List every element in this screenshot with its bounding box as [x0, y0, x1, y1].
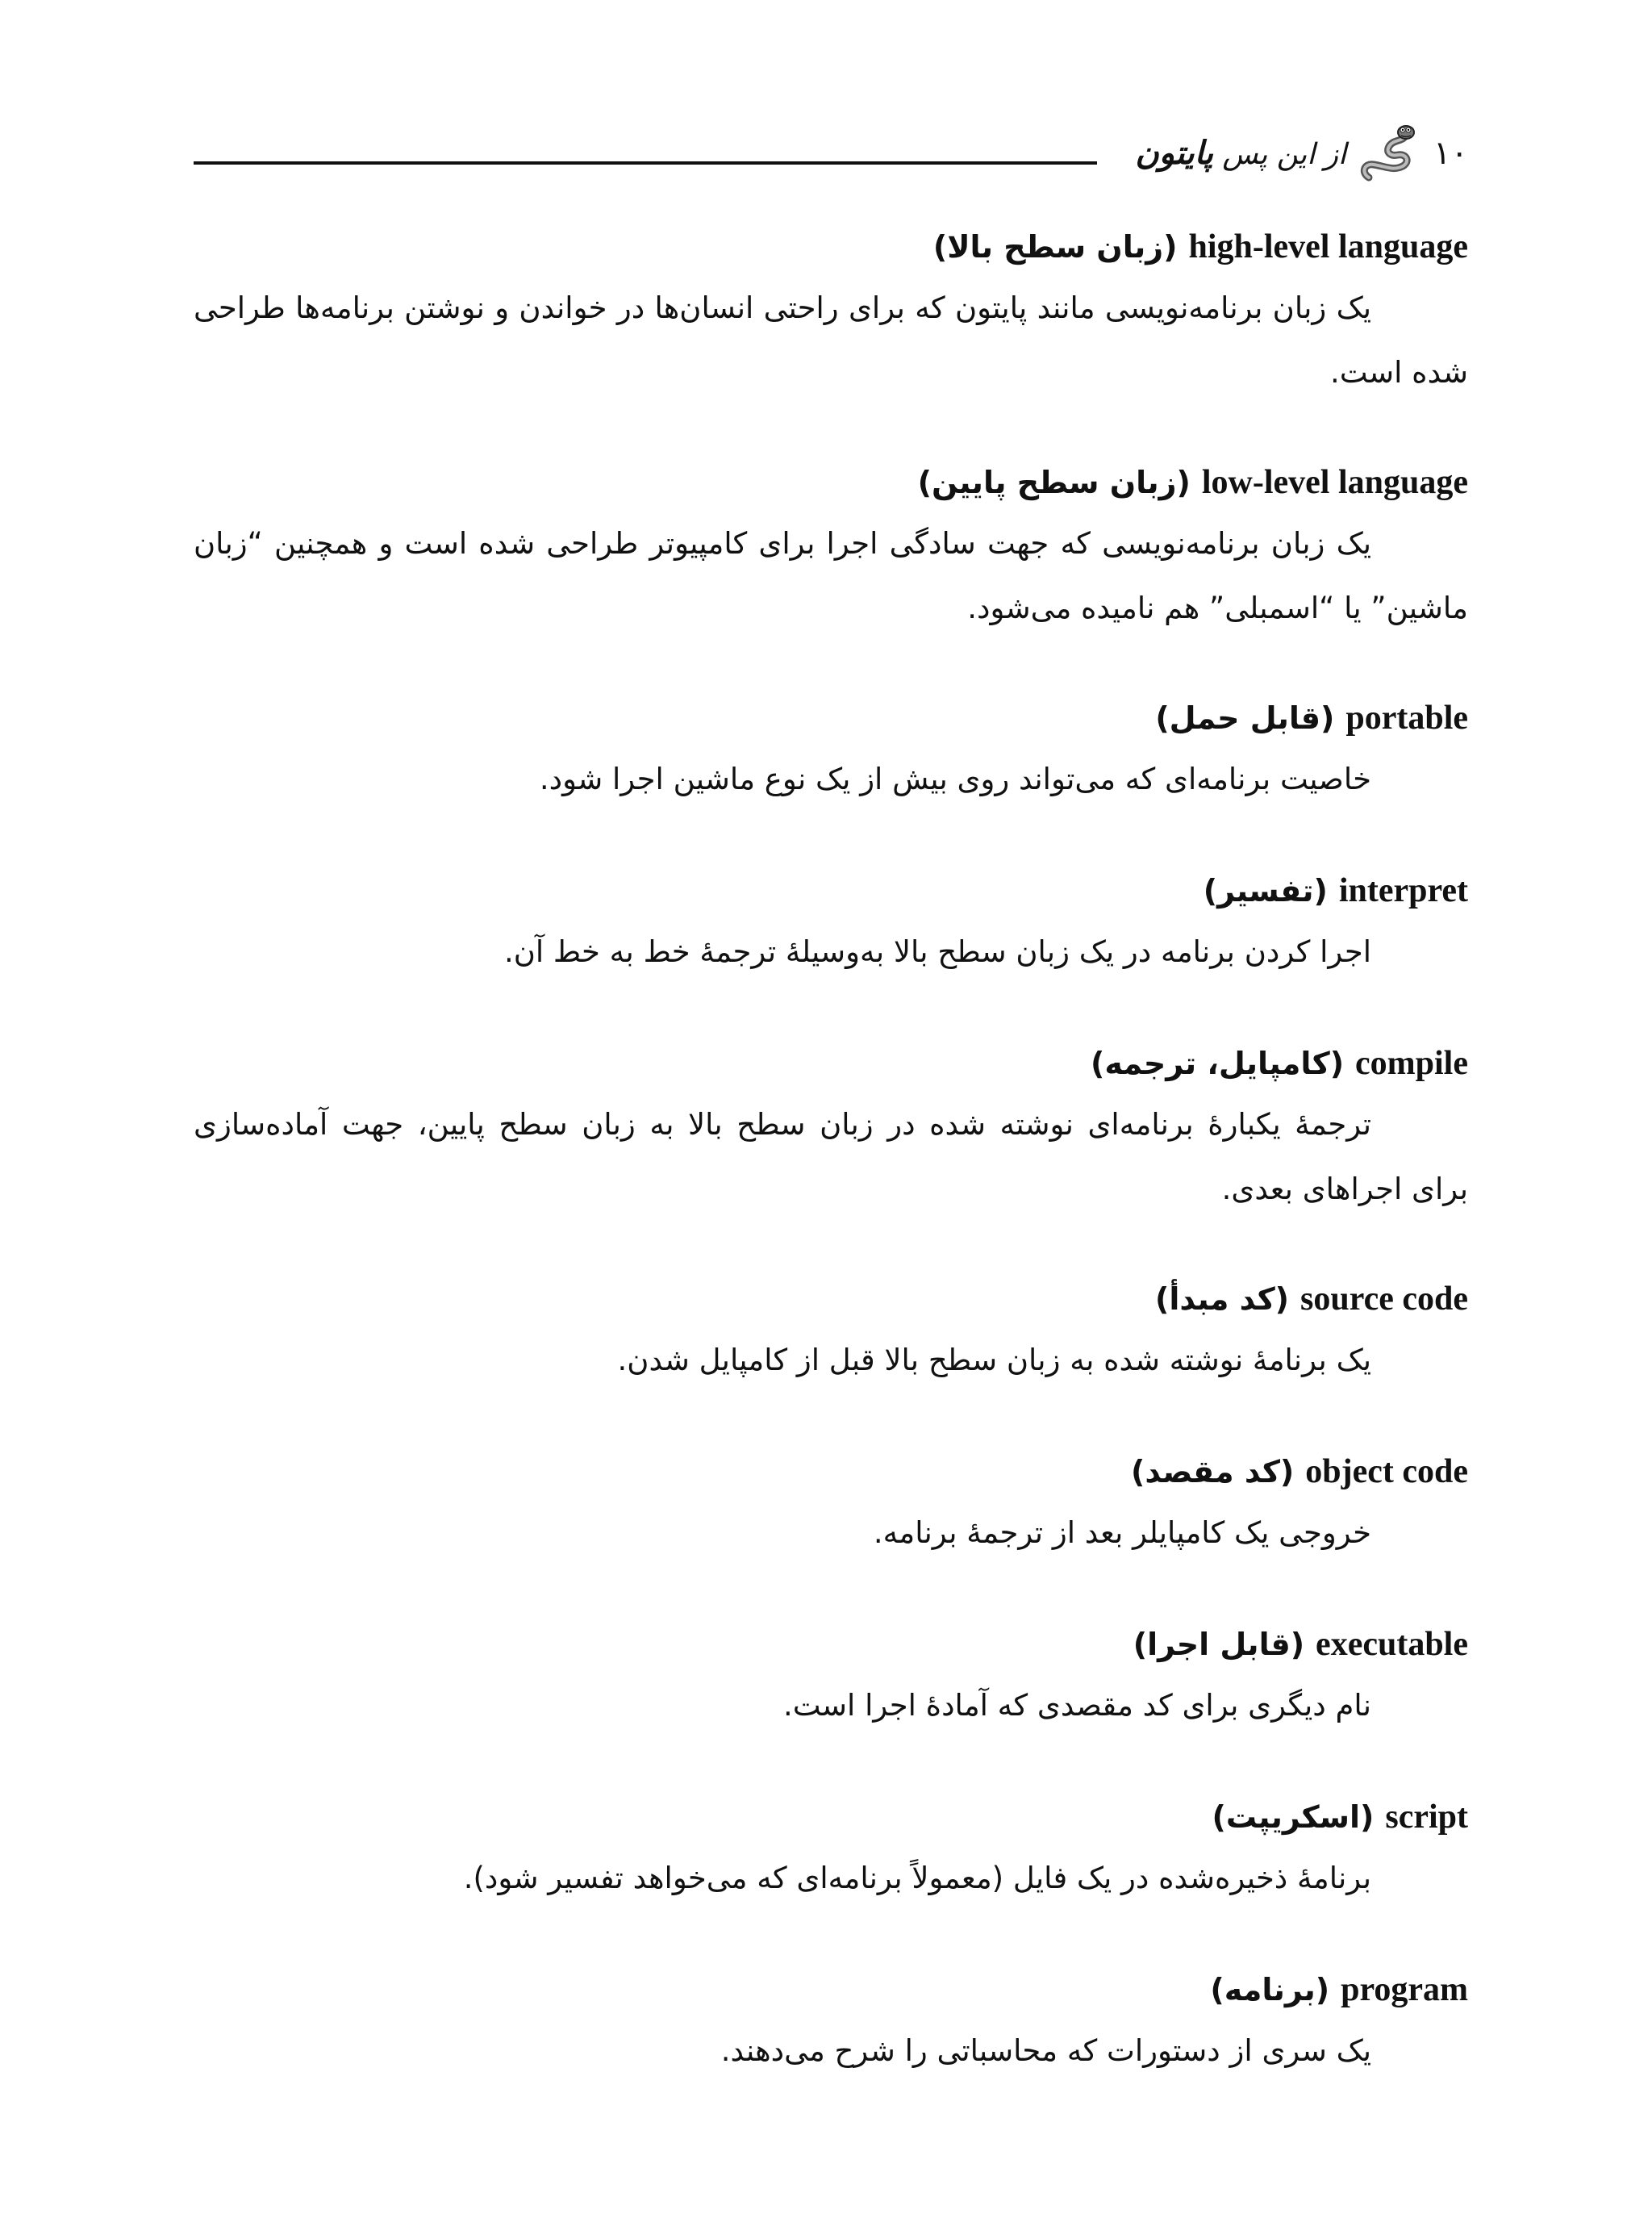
term-english: interpret — [1338, 872, 1468, 909]
term-heading — [194, 862, 1468, 920]
term-heading — [194, 218, 1468, 276]
term-definition: خاصیت برنامه‌ای که می‌تواند روی بیش از یک نوع ماشین اجرا شود. — [539, 762, 1371, 796]
book-title-prefix: از این پس — [1222, 138, 1347, 171]
term-persian: (برنامه) — [1210, 1972, 1330, 2007]
term-english: executable — [1316, 1626, 1468, 1663]
term-persian: (کد مقصد) — [1131, 1454, 1295, 1489]
glossary-entry — [194, 1034, 1468, 1222]
term-heading — [194, 1443, 1468, 1501]
term-english: low-level language — [1201, 464, 1468, 501]
term-heading — [194, 1615, 1468, 1673]
book-title — [1135, 135, 1347, 172]
snake-mascot-icon — [1358, 121, 1422, 186]
header-rule — [194, 161, 1097, 165]
term-definition: خروجی یک کامپایلر بعد از ترجمهٔ برنامه. — [873, 1515, 1371, 1550]
page-number: ۱۰ — [1433, 135, 1468, 172]
glossary-entry — [194, 1270, 1468, 1393]
term-persian: (تفسیر) — [1203, 873, 1328, 909]
term-english: high-level language — [1188, 228, 1468, 265]
term-heading — [194, 1270, 1468, 1328]
term-heading — [194, 453, 1468, 512]
term-heading — [194, 689, 1468, 747]
glossary-entry — [194, 218, 1468, 405]
term-persian: (کامپایل، ترجمه) — [1091, 1046, 1345, 1081]
glossary-entry — [194, 689, 1468, 812]
book-title-brand: پایتون — [1135, 135, 1213, 172]
glossary-entry — [194, 453, 1468, 641]
term-heading — [194, 1034, 1468, 1092]
glossary-entry — [194, 862, 1468, 984]
header-title-group — [1135, 121, 1468, 186]
term-persian: (قابل حمل) — [1155, 700, 1335, 736]
term-definition: یک برنامهٔ نوشته شده به زبان سطح بالا قبل از کامپایل شدن. — [617, 1343, 1371, 1377]
glossary-entry — [194, 1961, 1468, 2083]
term-english: source code — [1299, 1280, 1468, 1318]
glossary-entry — [194, 1443, 1468, 1565]
term-definition: یک سری از دستورات که محاسباتی را شرح می‌دهند. — [720, 2033, 1371, 2068]
term-english: compile — [1355, 1045, 1468, 1082]
term-persian: (زبان سطح بالا) — [932, 229, 1178, 265]
term-definition: ترجمهٔ یکبارهٔ برنامه‌ای نوشته شده در زبان سطح بالا به زبان سطح پایین، جهت آماده‌سازی برای اجراهای بعدی. — [194, 1107, 1468, 1206]
term-persian: (قابل اجرا) — [1133, 1627, 1305, 1662]
term-definition: برنامهٔ ذخیره‌شده در یک فایل (معمولاً برنامه‌ای که می‌خواهد تفسیر شود). — [463, 1861, 1371, 1895]
term-persian: (زبان سطح پایین) — [917, 465, 1191, 500]
term-definition: اجرا کردن برنامه در یک زبان سطح بالا به‌وسیلهٔ ترجمهٔ خط به خط آن. — [503, 934, 1371, 969]
term-persian: (اسکریپت) — [1212, 1799, 1375, 1835]
glossary-entry — [194, 1615, 1468, 1738]
term-definition: یک زبان برنامه‌نویسی که جهت سادگی اجرا برای کامپیوتر طراحی شده است و همچنین “زبان ماشین” یا “اسمبلی” هم نامیده می‌شود. — [194, 526, 1468, 625]
term-heading — [194, 1961, 1468, 2019]
term-english: portable — [1345, 700, 1468, 737]
term-english: program — [1341, 1971, 1468, 2008]
term-english: script — [1385, 1798, 1468, 1836]
term-heading — [194, 1788, 1468, 1846]
page-header — [194, 121, 1468, 186]
term-definition: نام دیگری برای کد مقصدی که آمادهٔ اجرا است. — [782, 1688, 1371, 1723]
glossary-entry — [194, 1788, 1468, 1911]
term-persian: (کد مبدأ) — [1155, 1281, 1290, 1317]
term-english: object code — [1305, 1453, 1468, 1490]
glossary — [194, 218, 1468, 2074]
term-definition: یک زبان برنامه‌نویسی مانند پایتون که برای راحتی انسان‌ها در خواندن و نوشتن برنامه‌ها طراحی شده است. — [194, 290, 1468, 390]
